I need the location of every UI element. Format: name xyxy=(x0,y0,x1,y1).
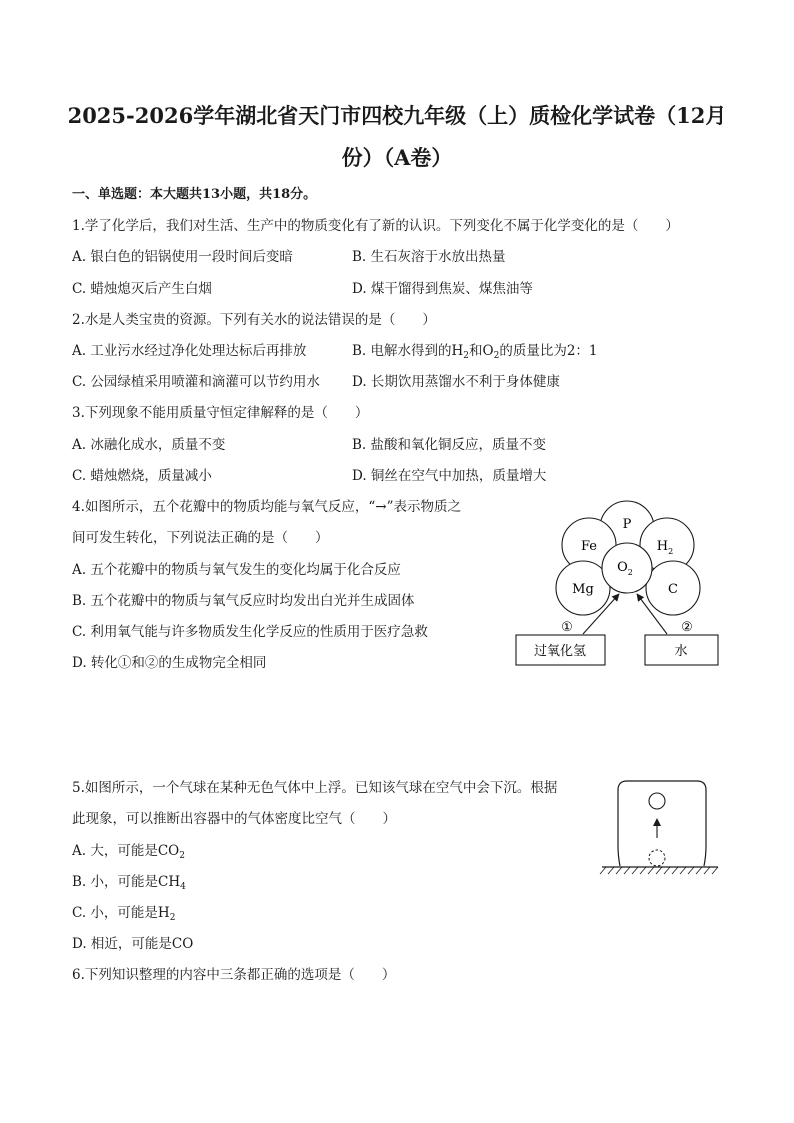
q4-option-a: A. 五个花瓣中的物质与氧气发生的变化均属于化合反应 xyxy=(72,562,401,578)
q3-option-b: B. 盐酸和氧化铜反应，质量不变 xyxy=(352,437,547,453)
q1-stem: 1.学了化学后，我们对生活、生产中的物质变化有了新的认识。下列变化不属于化学变化的是（ ） xyxy=(72,218,679,234)
mark-1: ① xyxy=(561,620,573,635)
q5-option-c: C. 小，可能是$H_2$ xyxy=(72,905,176,923)
q3-option-c: C. 蜡烛燃烧，质量减小 xyxy=(72,468,212,484)
q4-stem-line-1: 4.如图所示，五个花瓣中的物质均能与氧气反应，“→”表示物质之 xyxy=(72,499,461,515)
q2-option-c: C. 公园绿植采用喷灌和滴灌可以节约用水 xyxy=(72,374,320,390)
petal-mg-label: Mg xyxy=(572,582,594,597)
petal-p-label: P xyxy=(622,517,632,532)
balloon-initial-dashed xyxy=(649,850,665,866)
q5-stem-line-1: 5.如图所示，一个气球在某种无色气体中上浮。已知该气球在空气中会下沉。根据 xyxy=(72,780,558,796)
q1-option-c: C. 蜡烛熄灭后产生白烟 xyxy=(72,281,212,297)
q1-option-a: A. 银白色的铝锅使用一段时间后变暗 xyxy=(72,249,293,265)
q3-option-a: A. 冰融化成水，质量不变 xyxy=(72,437,226,453)
q2-option-b: B. 电解水得到的$H_2$和$O_2$的质量比为2：1 xyxy=(352,343,598,361)
q2-option-a: A. 工业污水经过净化处理达标后再排放 xyxy=(72,343,307,359)
petal-fe-label: Fe xyxy=(580,539,598,554)
paper-title-line-2: 份）（A卷） xyxy=(341,145,453,170)
center-o2-label: $O_2$ xyxy=(617,560,633,577)
q4-flower-diagram xyxy=(505,498,730,673)
q3-option-d: D. 铜丝在空气中加热，质量增大 xyxy=(352,468,547,484)
box-hydrogen-peroxide-label: 过氧化氢 xyxy=(533,644,587,659)
q2-option-d: D. 长期饮用蒸馏水不利于身体健康 xyxy=(352,374,560,390)
q5-balloon-container-diagram xyxy=(596,776,724,880)
petal-h2-label: $H_2$ xyxy=(656,539,674,556)
mark-2: ② xyxy=(681,620,693,635)
ground-hatching xyxy=(600,867,718,874)
q4-stem-line-2: 间可发生转化，下列说法正确的是（ ） xyxy=(72,530,329,546)
q4-option-d: D. 转化①和②的生成物完全相同 xyxy=(72,655,267,671)
upward-arrow-head xyxy=(653,818,661,826)
box-water-label: 水 xyxy=(674,644,688,659)
balloon-floating xyxy=(649,793,665,809)
section-heading: 一、单选题：本大题共13小题，共18分。 xyxy=(72,187,317,202)
q5-option-b: B. 小，可能是$CH_4$ xyxy=(72,874,186,892)
q6-stem: 6.下列知识整理的内容中三条都正确的选项是（ ） xyxy=(72,967,396,983)
q5-option-d: D. 相近，可能是CO xyxy=(72,936,194,952)
petal-c-label: C xyxy=(668,582,678,597)
q4-option-b: B. 五个花瓣中的物质与氧气反应时均发出白光并生成固体 xyxy=(72,593,415,609)
paper-title-line-1: 2025-2026学年湖北省天门市四校九年级（上）质检化学试卷（12月 xyxy=(67,103,727,128)
container-outline xyxy=(618,781,706,866)
q2-stem: 2.水是人类宝贵的资源。下列有关水的说法错误的是（ ） xyxy=(72,312,436,328)
q5-stem-line-2: 此现象，可以推断出容器中的气体密度比空气（ ） xyxy=(72,811,396,827)
q1-option-b: B. 生石灰溶于水放出热量 xyxy=(352,249,506,265)
q3-stem: 3.下列现象不能用质量守恒定律解释的是（ ） xyxy=(72,405,369,421)
q5-option-a: A. 大，可能是$CO_2$ xyxy=(72,843,185,861)
q4-option-c: C. 利用氧气能与许多物质发生化学反应的性质用于医疗急救 xyxy=(72,624,428,640)
q1-option-d: D. 煤干馏得到焦炭、煤焦油等 xyxy=(352,281,533,297)
